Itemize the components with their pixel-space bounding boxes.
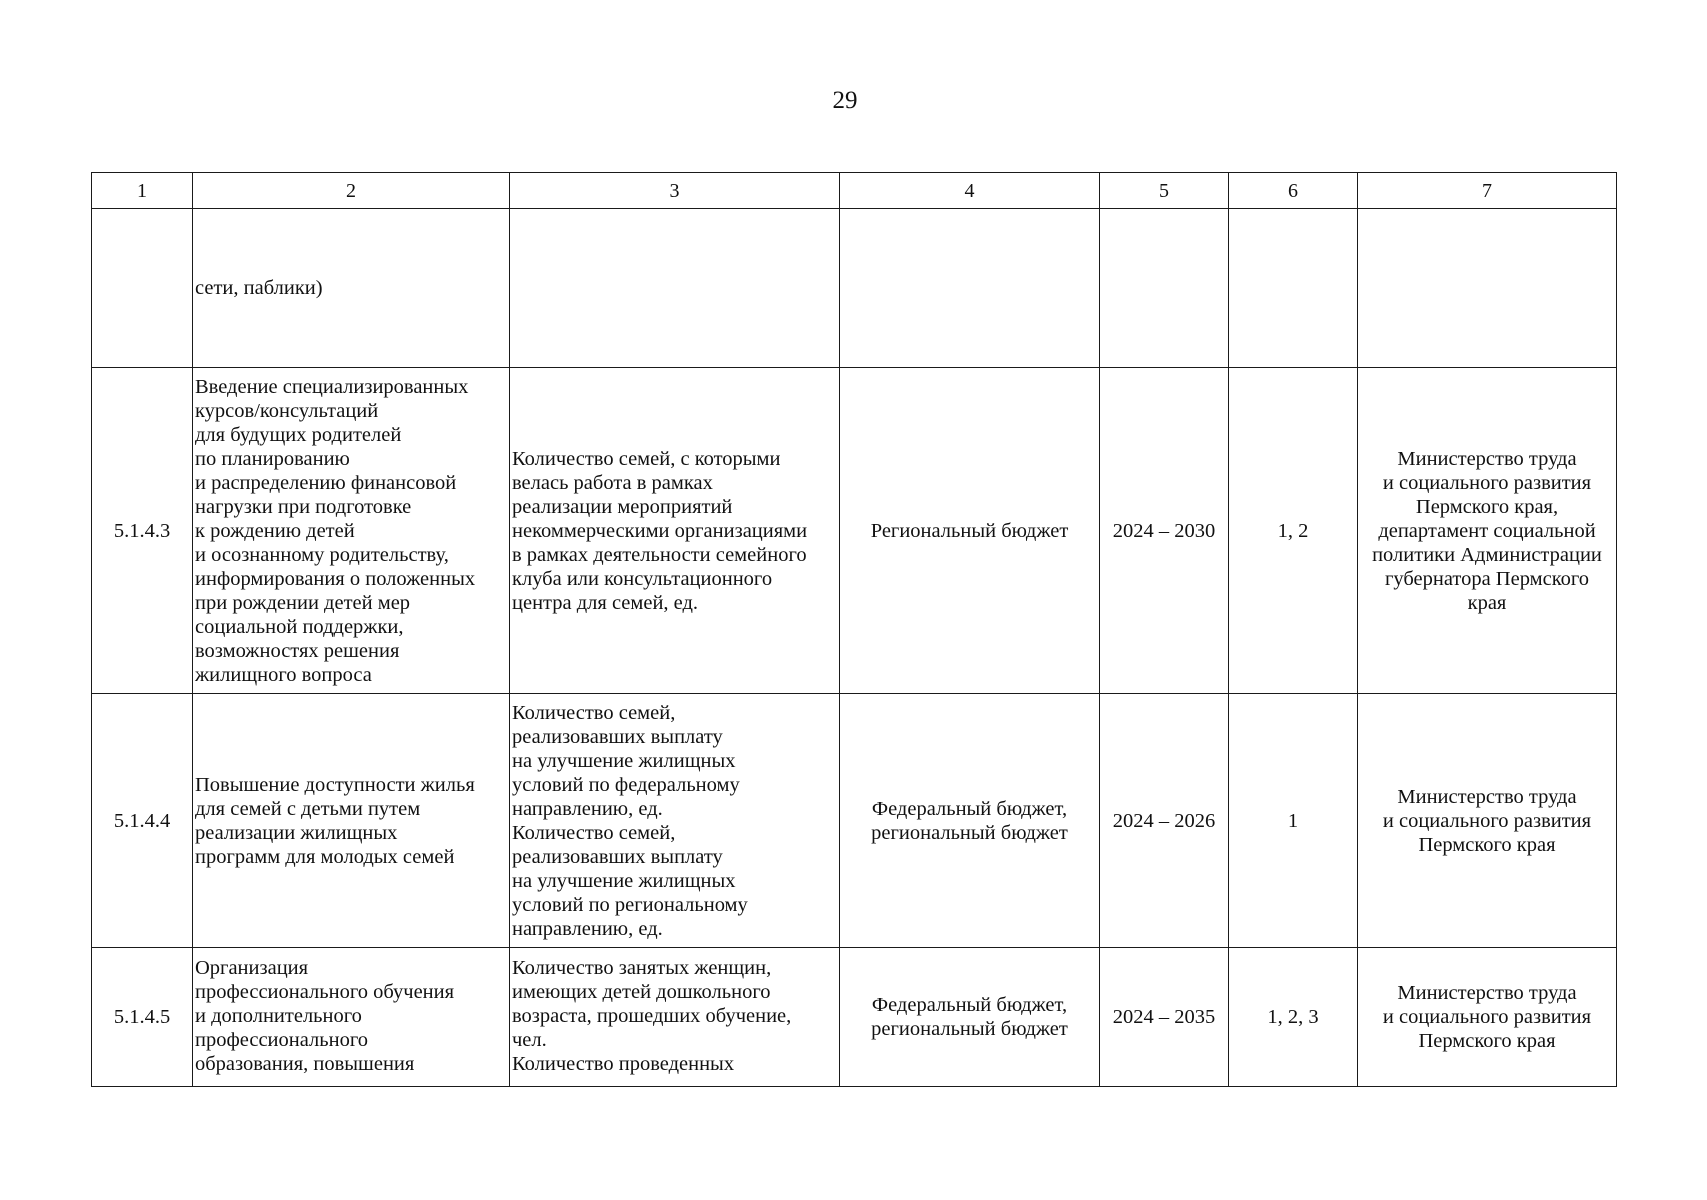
- cell-tasks: 1: [1229, 694, 1358, 948]
- cell-measure: сети, паблики): [193, 209, 510, 368]
- cell-indicator: Количество семей, реализовавших выплату на улучшение жилищных условий по федеральному направлению, ед. Количество семей, реализовавших выплату на улучшение жилищных условий по региональному направлению, ед.: [510, 694, 840, 948]
- cell-executor: Министерство труда и социального развития Пермского края, департамент социальной политики Администрации губернатора Пермского края: [1358, 368, 1617, 694]
- cell-executor: Министерство труда и социального развития Пермского края: [1358, 948, 1617, 1087]
- cell-period: [1100, 209, 1229, 368]
- cell-tasks: [1229, 209, 1358, 368]
- cell-executor: [1358, 209, 1617, 368]
- cell-measure: Введение специализированных курсов/консультаций для будущих родителей по планированию и распределению финансовой нагрузки при подготовке к рождению детей и осознанному родительству, информирования о положенных при рождении детей мер социальной поддержки, возможностях решения жилищного вопроса: [193, 368, 510, 694]
- cell-id: 5.1.4.5: [92, 948, 193, 1087]
- cell-funding: Региональный бюджет: [840, 368, 1100, 694]
- cell-id: 5.1.4.3: [92, 368, 193, 694]
- column-header-7: 7: [1358, 173, 1617, 209]
- cell-indicator: [510, 209, 840, 368]
- table-row: [92, 368, 1617, 694]
- cell-indicator: Количество семей, с которыми велась работа в рамках реализации мероприятий некоммерческими организациями в рамках деятельности семейного клуба или консультационного центра для семей, ед.: [510, 368, 840, 694]
- table-row: [92, 948, 1617, 1087]
- column-header-3: 3: [510, 173, 840, 209]
- cell-tasks: 1, 2, 3: [1229, 948, 1358, 1087]
- cell-period: 2024 – 2035: [1100, 948, 1229, 1087]
- column-header-1: 1: [92, 173, 193, 209]
- cell-period: 2024 – 2030: [1100, 368, 1229, 694]
- cell-indicator: Количество занятых женщин, имеющих детей дошкольного возраста, прошедших обучение, чел. Количество проведенных: [510, 948, 840, 1087]
- activity-plan-table: [91, 172, 1617, 1087]
- page-number: 29: [832, 87, 858, 114]
- cell-id: [92, 209, 193, 368]
- cell-tasks: 1, 2: [1229, 368, 1358, 694]
- cell-id: 5.1.4.4: [92, 694, 193, 948]
- cell-measure: Организация профессионального обучения и дополнительного профессионального образования, повышения: [193, 948, 510, 1087]
- cell-measure: Повышение доступности жилья для семей с детьми путем реализации жилищных программ для молодых семей: [193, 694, 510, 948]
- table-row-continuation: [92, 209, 1617, 368]
- column-header-4: 4: [840, 173, 1100, 209]
- header-row: [92, 173, 1617, 209]
- cell-funding: Федеральный бюджет, региональный бюджет: [840, 694, 1100, 948]
- cell-funding: Федеральный бюджет, региональный бюджет: [840, 948, 1100, 1087]
- column-header-6: 6: [1229, 173, 1358, 209]
- cell-funding: [840, 209, 1100, 368]
- column-header-5: 5: [1100, 173, 1229, 209]
- column-header-2: 2: [193, 173, 510, 209]
- cell-period: 2024 – 2026: [1100, 694, 1229, 948]
- cell-executor: Министерство труда и социального развития Пермского края: [1358, 694, 1617, 948]
- table-row: [92, 694, 1617, 948]
